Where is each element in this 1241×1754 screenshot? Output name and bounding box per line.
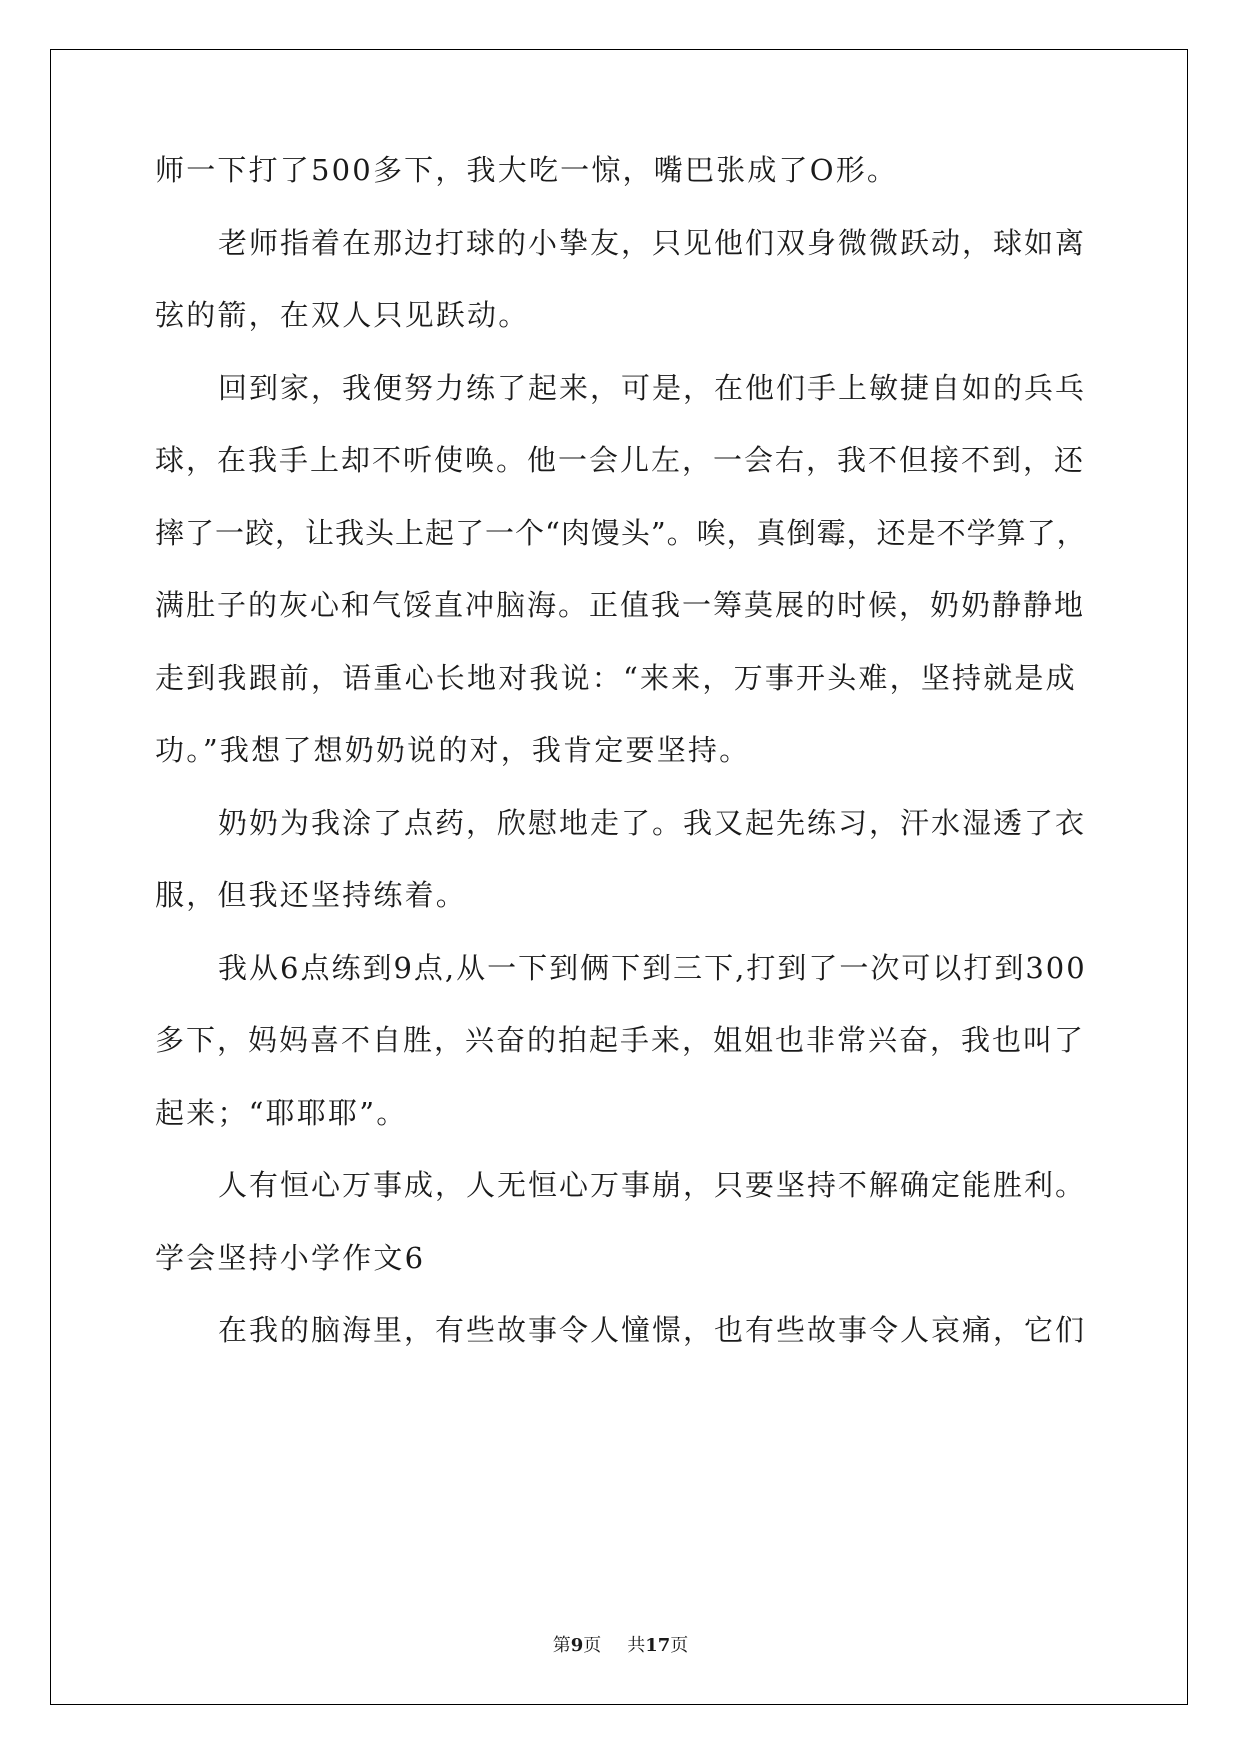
page-suffix: 页 — [583, 1635, 602, 1656]
text-line: 球，在我手上却不听使唤。他一会儿左，一会右，我不但接不到，还 — [155, 443, 1086, 477]
text-line: 弦的箭，在双人只见跃动。 — [155, 298, 530, 332]
total-suffix: 页 — [670, 1635, 689, 1656]
paragraph-start: 回到家，我便努力练了起来，可是，在他们手上敏捷自如的兵乓 — [218, 371, 1087, 405]
text-line: 功。”我想了想奶奶说的对，我肯定要坚持。 — [155, 733, 751, 767]
paragraph-start: 在我的脑海里，有些故事令人憧憬，也有些故事令人哀痛，它们 — [218, 1313, 1087, 1347]
text-line: 满肚子的灰心和气馁直冲脑海。正值我一筹莫展的时候，奶奶静静地 — [155, 588, 1086, 622]
text-line: 师一下打了500多下，我大吃一惊，嘴巴张成了O形。 — [155, 153, 899, 187]
text-line: 服，但我还坚持练着。 — [155, 878, 468, 912]
page-current: 9 — [570, 1635, 584, 1656]
text-line: 起来；“耶耶耶”。 — [155, 1096, 408, 1130]
paragraph-start: 我从6点练到9点,从一下到俩下到三下,打到了一次可以打到300 — [218, 951, 1087, 985]
text-line: 摔了一跤，让我头上起了一个“肉馒头”。唉，真倒霉，还是不学算了， — [155, 516, 1087, 550]
section-heading: 学会坚持小学作文6 — [155, 1241, 426, 1275]
text-line: 走到我跟前，语重心长地对我说：“来来，万事开头难，坚持就是成 — [155, 661, 1077, 695]
total-prefix: 共 — [627, 1635, 646, 1656]
paragraph-start: 奶奶为我涂了点药，欣慰地走了。我又起先练习，汗水湿透了衣 — [218, 806, 1087, 840]
page-prefix: 第 — [552, 1635, 571, 1656]
page-total: 17 — [645, 1635, 671, 1656]
page-footer — [0, 1634, 1241, 1658]
paragraph-start: 老师指着在那边打球的小挚友，只见他们双身微微跃动，球如离 — [218, 226, 1087, 260]
paragraph-start: 人有恒心万事成，人无恒心万事崩，只要坚持不解确定能胜利。 — [218, 1168, 1087, 1202]
text-line: 多下，妈妈喜不自胜，兴奋的拍起手来，姐姐也非常兴奋，我也叫了 — [155, 1023, 1086, 1057]
